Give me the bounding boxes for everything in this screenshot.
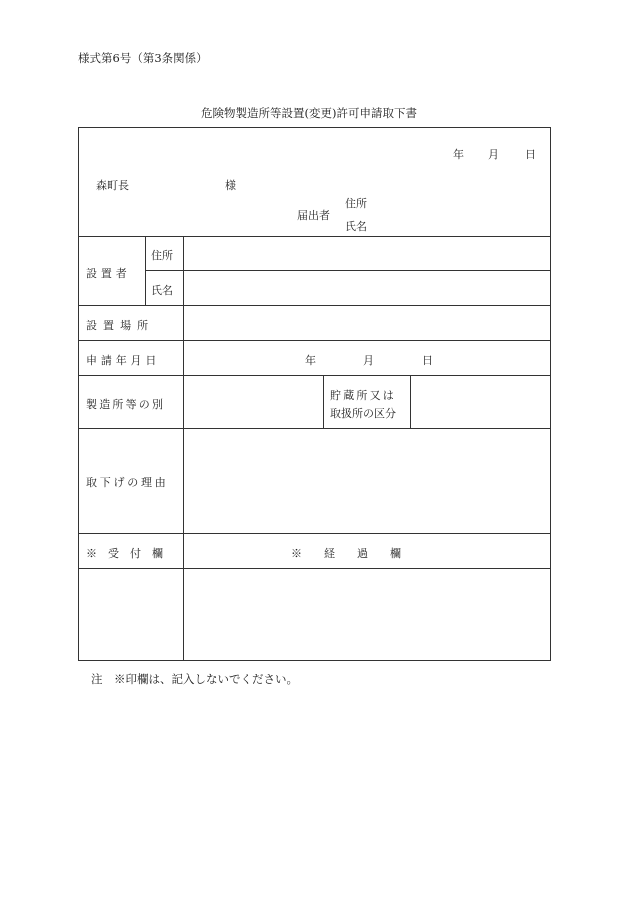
facility-type-label: 製造所等の別 [86,398,166,411]
page-title: 危険物製造所等設置(変更)許可申請取下書 [201,106,417,120]
installer-address-label: 住所 [151,249,173,262]
application-date-year: 年 [305,354,316,367]
application-date-month: 月 [363,354,374,367]
application-date-label: 申請年月日 [86,354,161,367]
application-form [78,127,551,661]
location-label: 設置場所 [86,319,155,332]
installer-label: 設置者 [86,267,131,280]
notifier-label: 届出者 [297,209,330,222]
notifier-address-label: 住所 [345,197,367,210]
reason-label: 取下げの理由 [86,476,169,489]
date-year: 年 [453,148,464,161]
date-day: 日 [525,148,536,161]
installer-name-label: 氏名 [151,284,173,297]
footnote: 注 ※印欄は、記入しないでください。 [91,672,298,686]
addressee-honorific: 様 [225,179,236,192]
application-date-day: 日 [422,354,433,367]
progress-label: ※ 経 過 欄 [291,547,401,560]
addressee-name: 森町長 [96,179,129,192]
storage-category-label-1: 貯蔵所又は [330,389,396,402]
reception-label: ※ 受 付 欄 [86,547,163,560]
form-number: 様式第6号（第3条関係） [78,51,208,65]
notifier-name-label: 氏名 [345,220,367,233]
storage-category-label-2: 取扱所の区分 [330,407,396,420]
date-month: 月 [488,148,499,161]
